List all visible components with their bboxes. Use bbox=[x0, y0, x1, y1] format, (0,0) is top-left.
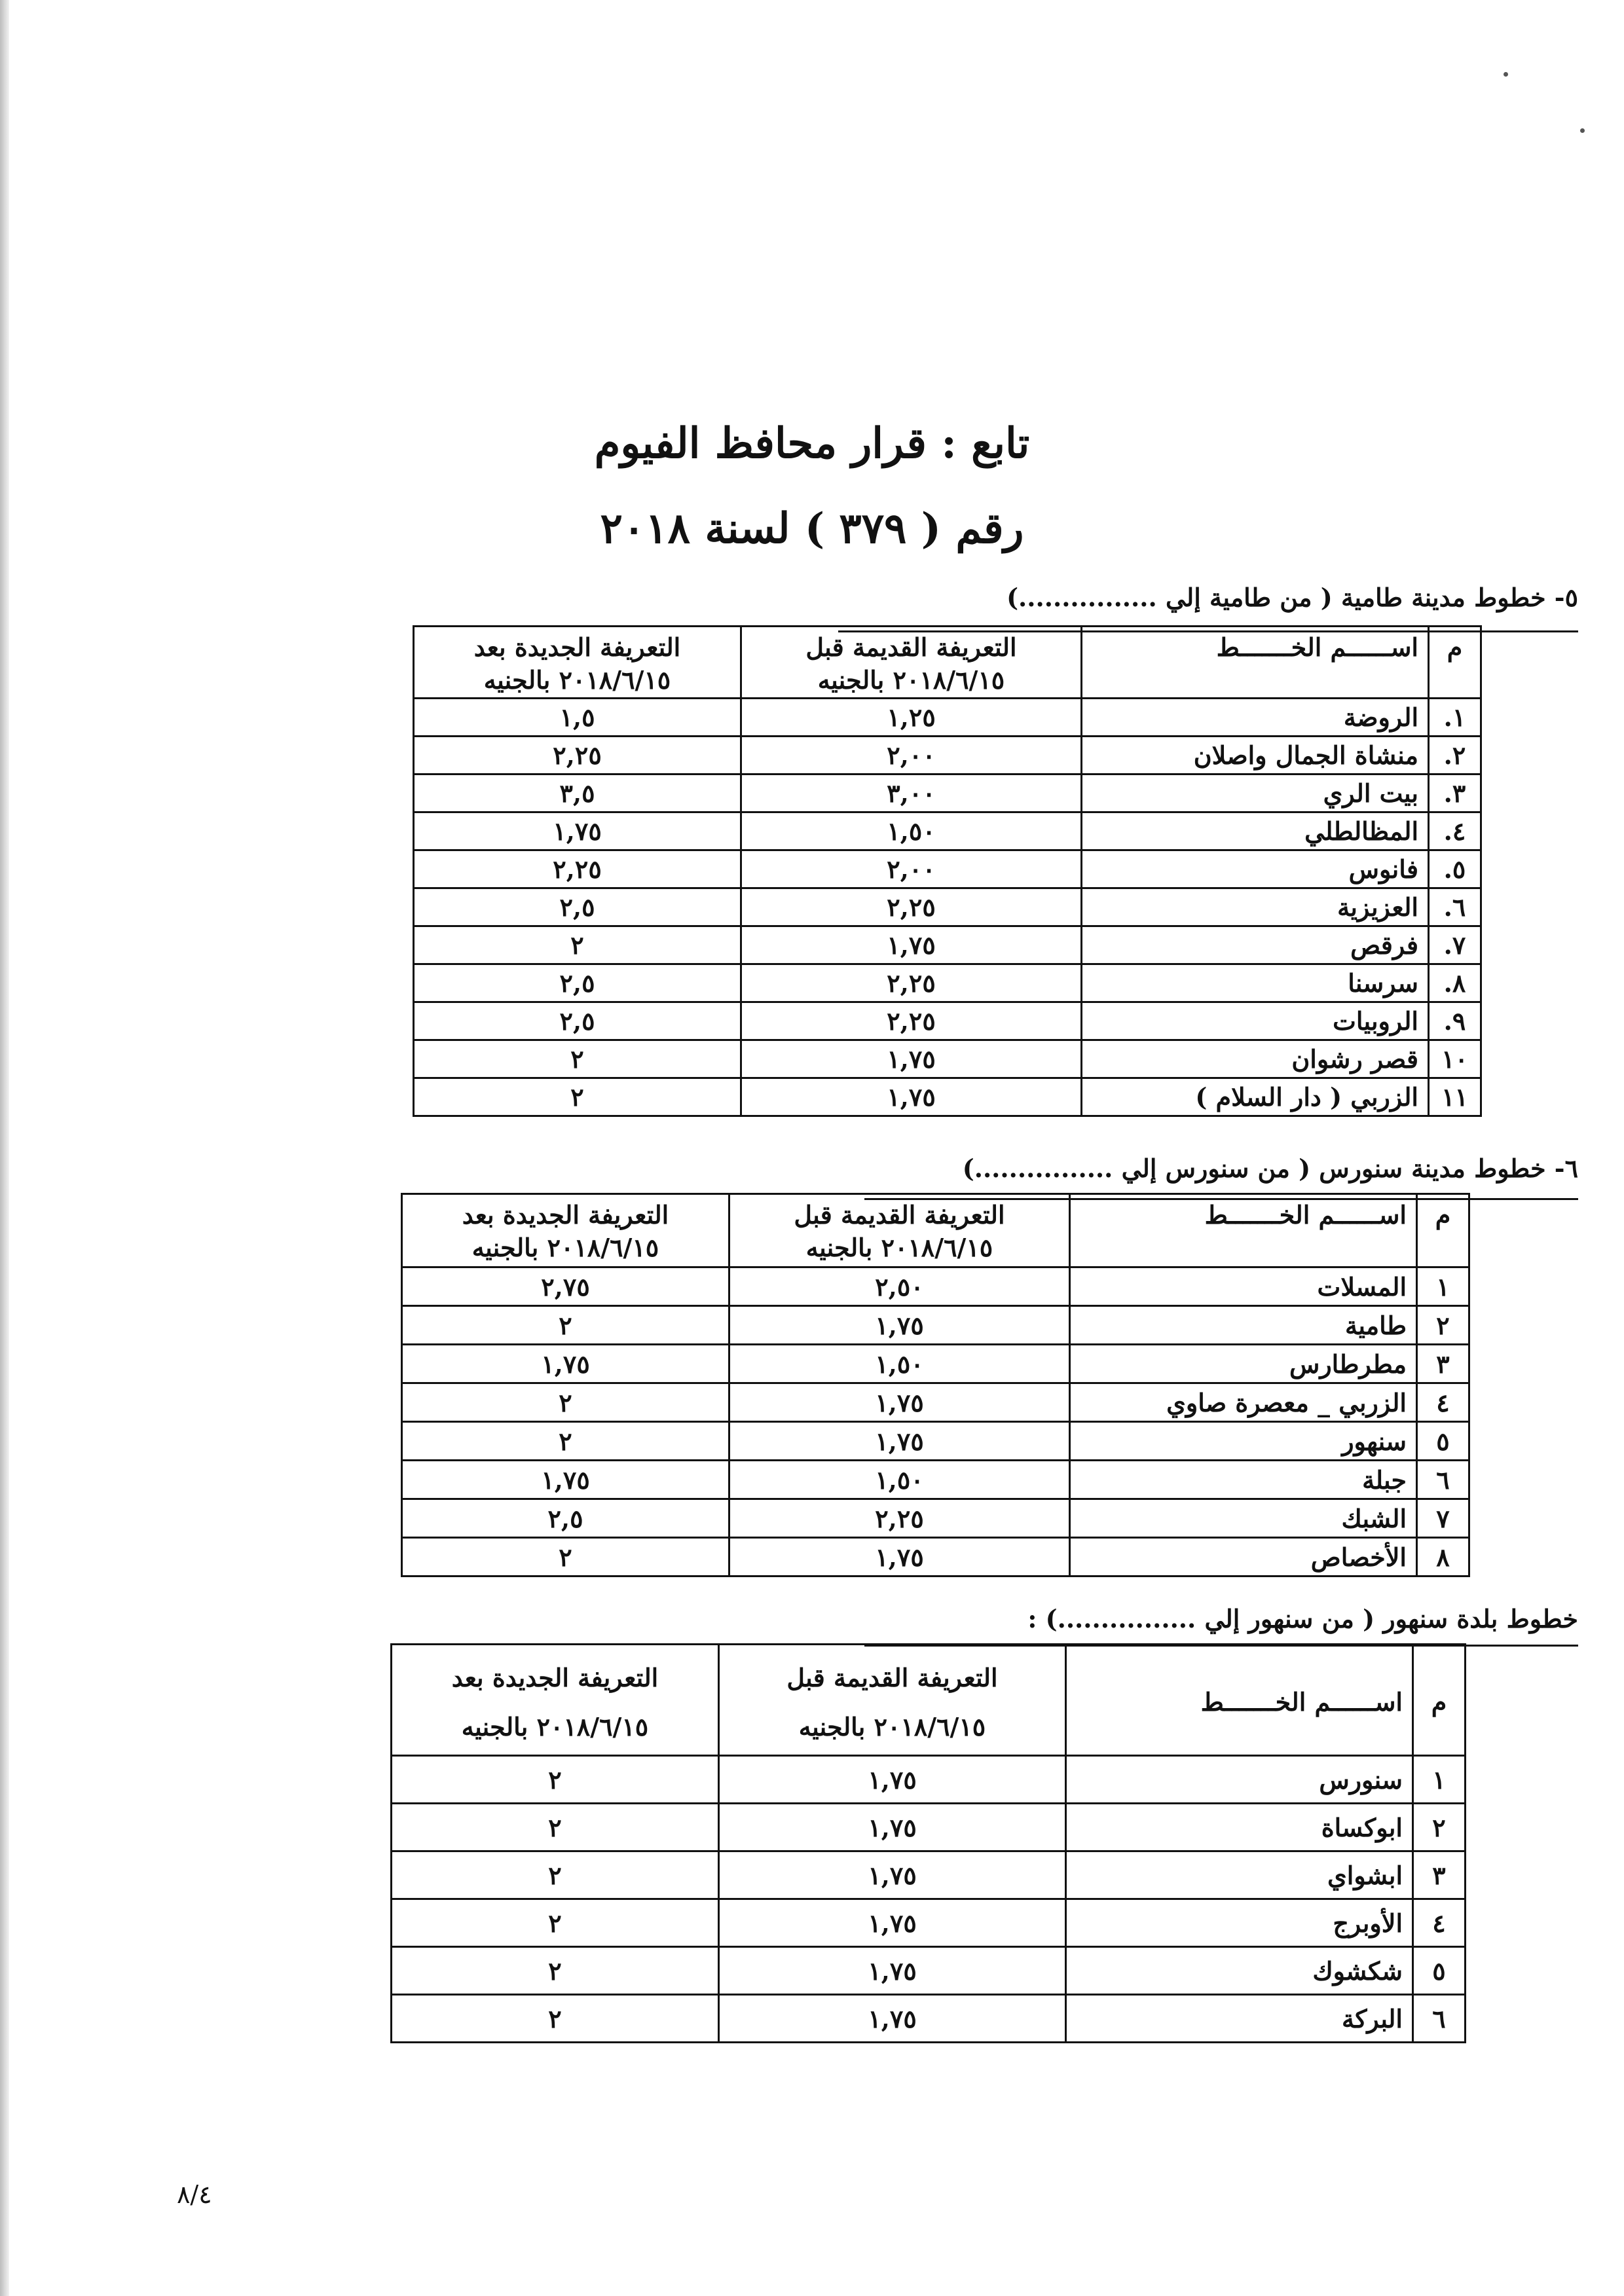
col-header-line-name: اســــــم الخـــــــط bbox=[1066, 1645, 1413, 1756]
row-number: ٤ bbox=[1417, 1383, 1469, 1422]
line-name: سرسنا bbox=[1082, 964, 1429, 1002]
line-name: الروبيات bbox=[1082, 1002, 1429, 1040]
line-name: طامية bbox=[1070, 1306, 1417, 1345]
line-name: بيت الري bbox=[1082, 774, 1429, 812]
table-header-row bbox=[392, 1645, 1466, 1756]
old-fare-label: التعريفة القديمة قبل bbox=[786, 1662, 998, 1692]
old-fare: ١,٧٥ bbox=[729, 1306, 1070, 1345]
row-number: ٦. bbox=[1429, 888, 1481, 926]
col-header-line-name: اســــــم الخـــــــط bbox=[1070, 1194, 1417, 1267]
old-fare: ٢,٠٠ bbox=[741, 737, 1082, 774]
col-header-old-fare bbox=[729, 1194, 1070, 1267]
new-fare: ٢ bbox=[414, 1040, 741, 1078]
decree-title: تابع : قرار محافظ الفيوم bbox=[594, 419, 1030, 468]
row-number: ١ bbox=[1417, 1267, 1469, 1306]
section-heading-sanhur: خطوط بلدة سنهور ( من سنهور إلي ................) : bbox=[1027, 1604, 1578, 1633]
line-name: فانوس bbox=[1082, 850, 1429, 888]
row-number: ١ bbox=[1413, 1756, 1466, 1804]
scan-speck bbox=[1580, 128, 1585, 133]
table-row bbox=[392, 1804, 1466, 1851]
old-fare-date: ٢٠١٨/٦/١٥ بالجنيه bbox=[817, 665, 1005, 695]
line-name: الزربي ( دار السلام ) bbox=[1082, 1078, 1429, 1116]
line-name: العزيزية bbox=[1082, 888, 1429, 926]
row-number: ٧ bbox=[1417, 1499, 1469, 1538]
row-number: ٩. bbox=[1429, 1002, 1481, 1040]
line-name: المسلات bbox=[1070, 1267, 1417, 1306]
table-row bbox=[414, 964, 1481, 1002]
scan-page-edge bbox=[0, 0, 9, 2296]
page-number: ٨/٤ bbox=[177, 2180, 212, 2209]
new-fare-date: ٢٠١٨/٦/١٥ بالجنيه bbox=[483, 665, 671, 695]
col-header-new-fare bbox=[392, 1645, 719, 1756]
row-number: ٣ bbox=[1413, 1851, 1466, 1899]
new-fare: ٢,٥ bbox=[402, 1499, 729, 1538]
row-number: ١٠ bbox=[1429, 1040, 1481, 1078]
table-row bbox=[392, 1899, 1466, 1947]
old-fare: ١,٥٠ bbox=[729, 1461, 1070, 1499]
table-row bbox=[414, 774, 1481, 812]
row-number: ٥ bbox=[1417, 1422, 1469, 1461]
table-row bbox=[402, 1383, 1469, 1422]
new-fare-date: ٢٠١٨/٦/١٥ بالجنيه bbox=[461, 1711, 649, 1741]
new-fare: ٢ bbox=[402, 1422, 729, 1461]
new-fare: ٣,٥ bbox=[414, 774, 741, 812]
new-fare: ٢ bbox=[392, 1851, 719, 1899]
col-header-old-fare bbox=[741, 627, 1082, 699]
new-fare: ١,٧٥ bbox=[402, 1461, 729, 1499]
col-header-num: م bbox=[1413, 1645, 1466, 1756]
new-fare-label: التعريفة الجديدة بعد bbox=[462, 1200, 669, 1230]
old-fare: ١,٧٥ bbox=[719, 1756, 1066, 1804]
old-fare-label: التعريفة القديمة قبل bbox=[805, 632, 1017, 662]
old-fare: ١,٥٠ bbox=[729, 1345, 1070, 1383]
new-fare: ٢ bbox=[392, 1995, 719, 2043]
new-fare: ٢ bbox=[402, 1538, 729, 1576]
new-fare: ٢ bbox=[402, 1383, 729, 1422]
row-number: ٢ bbox=[1413, 1804, 1466, 1851]
table-row bbox=[414, 1078, 1481, 1116]
table-row bbox=[392, 1851, 1466, 1899]
tariff-table-sinnuris bbox=[401, 1193, 1470, 1577]
row-number: ٤ bbox=[1413, 1899, 1466, 1947]
row-number: ٢ bbox=[1417, 1306, 1469, 1345]
section-heading-tamiya: ٥- خطوط مدينة طامية ( من طامية إلي ................) bbox=[1006, 583, 1578, 612]
old-fare: ١,٧٥ bbox=[719, 1851, 1066, 1899]
line-name: الأخصاص bbox=[1070, 1538, 1417, 1576]
new-fare: ٢,٥ bbox=[414, 964, 741, 1002]
table-row bbox=[392, 1756, 1466, 1804]
col-header-old-fare bbox=[719, 1645, 1066, 1756]
col-header-new-fare bbox=[414, 627, 741, 699]
table-row bbox=[402, 1499, 1469, 1538]
old-fare: ١,٧٥ bbox=[741, 926, 1082, 964]
old-fare: ١,٧٥ bbox=[729, 1538, 1070, 1576]
line-name: ابشواي bbox=[1066, 1851, 1413, 1899]
old-fare-date: ٢٠١٨/٦/١٥ بالجنيه bbox=[805, 1233, 993, 1262]
line-name: شكشوك bbox=[1066, 1947, 1413, 1995]
old-fare: ١,٧٥ bbox=[741, 1040, 1082, 1078]
old-fare: ١,٥٠ bbox=[741, 812, 1082, 850]
row-number: ١. bbox=[1429, 699, 1481, 737]
old-fare: ٢,٢٥ bbox=[741, 1002, 1082, 1040]
old-fare: ٢,٢٥ bbox=[741, 964, 1082, 1002]
tariff-table-sanhur bbox=[390, 1643, 1466, 2043]
old-fare: ١,٧٥ bbox=[729, 1383, 1070, 1422]
new-fare: ٢ bbox=[392, 1756, 719, 1804]
line-name: سنهور bbox=[1070, 1422, 1417, 1461]
table-row bbox=[402, 1422, 1469, 1461]
old-fare: ٢,٢٥ bbox=[741, 888, 1082, 926]
old-fare: ٣,٠٠ bbox=[741, 774, 1082, 812]
old-fare: ١,٧٥ bbox=[729, 1422, 1070, 1461]
col-header-num: م bbox=[1417, 1194, 1469, 1267]
line-name: الزربي _ معصرة صاوي bbox=[1070, 1383, 1417, 1422]
table-row bbox=[414, 926, 1481, 964]
row-number: ٥ bbox=[1413, 1947, 1466, 1995]
new-fare: ٢ bbox=[414, 926, 741, 964]
table-row bbox=[402, 1267, 1469, 1306]
table-row bbox=[402, 1306, 1469, 1345]
line-name: جبلة bbox=[1070, 1461, 1417, 1499]
line-name: الشبك bbox=[1070, 1499, 1417, 1538]
new-fare: ٢ bbox=[402, 1306, 729, 1345]
old-fare: ٢,٥٠ bbox=[729, 1267, 1070, 1306]
table-row bbox=[414, 1002, 1481, 1040]
old-fare: ٢,٢٥ bbox=[729, 1499, 1070, 1538]
new-fare: ٢ bbox=[414, 1078, 741, 1116]
new-fare-label: التعريفة الجديدة بعد bbox=[473, 632, 681, 662]
table-row bbox=[414, 737, 1481, 774]
col-header-line-name: اســــــم الخـــــــط bbox=[1082, 627, 1429, 699]
line-name: منشاة الجمال واصلان bbox=[1082, 737, 1429, 774]
row-number: ٢. bbox=[1429, 737, 1481, 774]
old-fare: ١,٧٥ bbox=[719, 1899, 1066, 1947]
table-row bbox=[414, 888, 1481, 926]
table-row bbox=[414, 1040, 1481, 1078]
line-name: سنورس bbox=[1066, 1756, 1413, 1804]
row-number: ٣ bbox=[1417, 1345, 1469, 1383]
new-fare-date: ٢٠١٨/٦/١٥ بالجنيه bbox=[471, 1233, 659, 1262]
section-heading-sinnuris: ٦- خطوط مدينة سنورس ( من سنورس إلي ................) bbox=[962, 1154, 1578, 1183]
table-row bbox=[402, 1461, 1469, 1499]
new-fare: ٢,٧٥ bbox=[402, 1267, 729, 1306]
new-fare: ١,٧٥ bbox=[414, 812, 741, 850]
line-name: فرقص bbox=[1082, 926, 1429, 964]
row-number: ٦ bbox=[1413, 1995, 1466, 2043]
new-fare: ٢ bbox=[392, 1947, 719, 1995]
new-fare: ٢,٢٥ bbox=[414, 850, 741, 888]
tariff-table-tamiya bbox=[413, 625, 1482, 1117]
old-fare-label: التعريفة القديمة قبل bbox=[794, 1200, 1005, 1230]
col-header-new-fare bbox=[402, 1194, 729, 1267]
table-row bbox=[414, 699, 1481, 737]
table-row bbox=[392, 1995, 1466, 2043]
table-header-row bbox=[402, 1194, 1469, 1267]
table-row bbox=[414, 850, 1481, 888]
decree-number: رقم ( ٣٧٩ ) لسنة ٢٠١٨ bbox=[600, 504, 1024, 553]
new-fare-label: التعريفة الجديدة بعد bbox=[451, 1662, 659, 1692]
table-row bbox=[402, 1345, 1469, 1383]
old-fare: ١,٧٥ bbox=[741, 1078, 1082, 1116]
line-name: مطرطارس bbox=[1070, 1345, 1417, 1383]
line-name: المظالطلي bbox=[1082, 812, 1429, 850]
scan-speck bbox=[1504, 72, 1508, 77]
line-name: الروضة bbox=[1082, 699, 1429, 737]
old-fare-date: ٢٠١٨/٦/١٥ بالجنيه bbox=[798, 1711, 986, 1741]
row-number: ٣. bbox=[1429, 774, 1481, 812]
row-number: ٤. bbox=[1429, 812, 1481, 850]
table-row bbox=[414, 812, 1481, 850]
old-fare: ١,٢٥ bbox=[741, 699, 1082, 737]
new-fare: ٢ bbox=[392, 1899, 719, 1947]
new-fare: ١,٧٥ bbox=[402, 1345, 729, 1383]
new-fare: ٢,٥ bbox=[414, 1002, 741, 1040]
line-name: الأوبرج bbox=[1066, 1899, 1413, 1947]
old-fare: ١,٧٥ bbox=[719, 1804, 1066, 1851]
table-row bbox=[402, 1538, 1469, 1576]
row-number: ٨ bbox=[1417, 1538, 1469, 1576]
row-number: ٥. bbox=[1429, 850, 1481, 888]
line-name: ابوكساة bbox=[1066, 1804, 1413, 1851]
line-name: قصر رشوان bbox=[1082, 1040, 1429, 1078]
line-name: البركة bbox=[1066, 1995, 1413, 2043]
old-fare: ١,٧٥ bbox=[719, 1995, 1066, 2043]
new-fare: ٢,٥ bbox=[414, 888, 741, 926]
new-fare: ١,٥ bbox=[414, 699, 741, 737]
new-fare: ٢ bbox=[392, 1804, 719, 1851]
new-fare: ٢,٢٥ bbox=[414, 737, 741, 774]
row-number: ٨. bbox=[1429, 964, 1481, 1002]
col-header-num: م bbox=[1429, 627, 1481, 699]
row-number: ٧. bbox=[1429, 926, 1481, 964]
table-header-row bbox=[414, 627, 1481, 699]
table-row bbox=[392, 1947, 1466, 1995]
old-fare: ١,٧٥ bbox=[719, 1947, 1066, 1995]
old-fare: ٢,٠٠ bbox=[741, 850, 1082, 888]
row-number: ٦ bbox=[1417, 1461, 1469, 1499]
row-number: ١١ bbox=[1429, 1078, 1481, 1116]
